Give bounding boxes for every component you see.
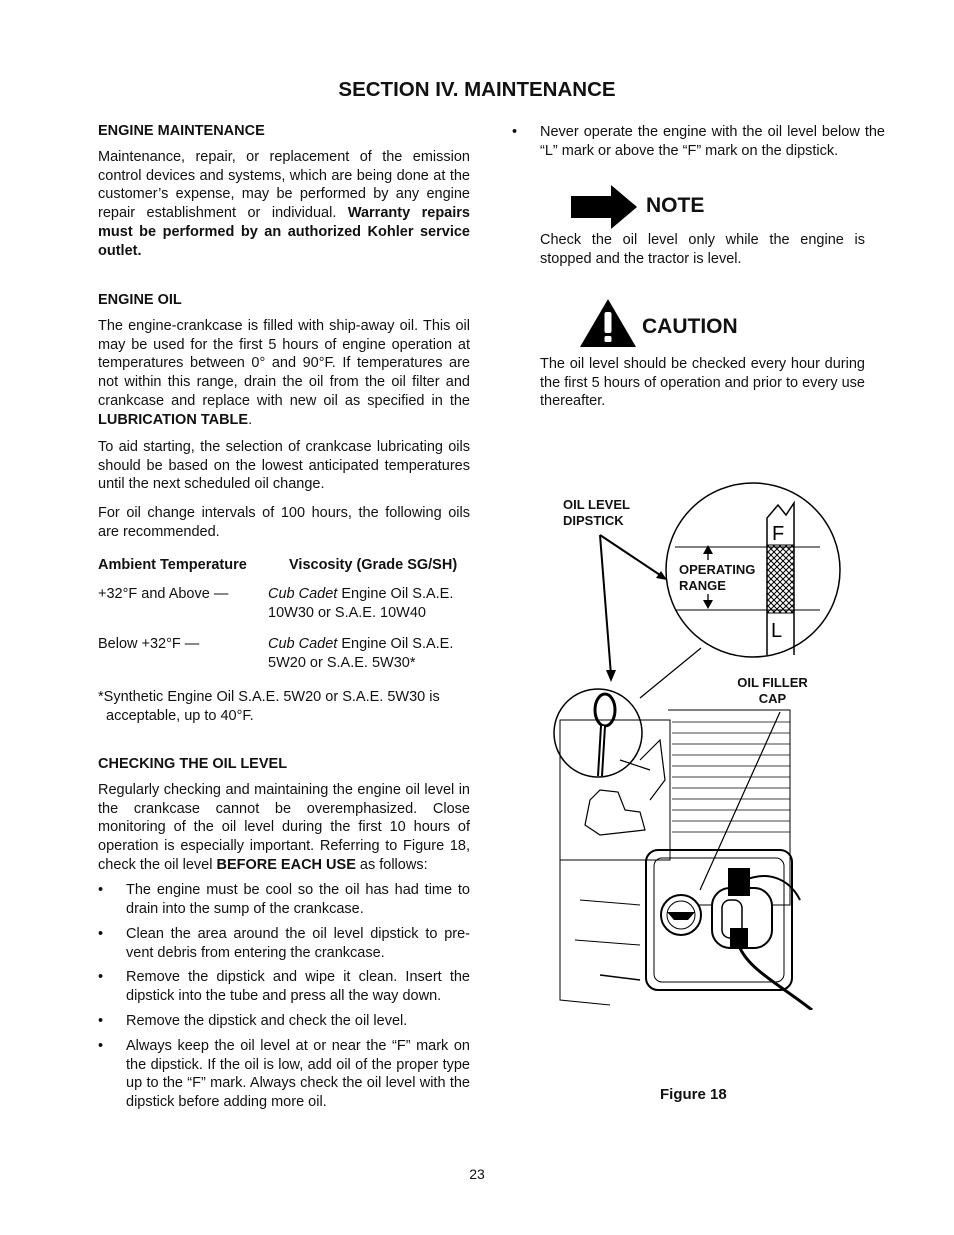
caution-text: The oil level should be checked every hour during the first 5 hours of operation and prior to every use thereafter. (540, 356, 865, 410)
list-item: • Never operate the engine with the oil level below the “L” mark or above the “F” mark on the dipstick. (512, 124, 885, 159)
page-title: SECTION IV. MAINTENANCE (338, 78, 616, 101)
note-label: NOTE (646, 194, 705, 217)
checking-oil-paragraph: Regularly checking and maintaining the engine oil level in the crankcase cannot be overemphasized. Close monitoring of the oil level during the first 10 hours of operation is especially important. Referring to Figure 18, check the oil level BEFORE EACH USE as follows: (98, 782, 470, 873)
synthetic-oil-footnote: *Synthetic Engine Oil S.A.E. 5W20 or S.A.E. 5W30 is acceptable, up to 40°F. (98, 689, 440, 724)
oil-table-header-temperature: Ambient Temperature (98, 557, 247, 573)
oil-table-header-viscosity: Viscosity (Grade SG/SH) (289, 557, 458, 573)
dipstick-mark-f: F (772, 523, 785, 545)
engine-oil-paragraph-1: The engine-crankcase is filled with ship-away oil. This oil may be used for the first 5 hours of engine operation at temperatures between 0° and 90°F. If temperatures are not within this range, drain the oil from the oil filter and crankcase and replace with new oil as specified in the LUBRICATION TABLE. (98, 318, 470, 428)
list-item: • The engine must be cool so the oil has had time to drain into the sump of the crankcase. (98, 882, 470, 917)
engine-oil-paragraph-3: For oil change intervals of 100 hours, the following oils are recommended. (98, 505, 470, 540)
list-item: • Always keep the oil level at or near the “F” mark on the dipstick. If the oil is low, add oil of the proper type up to the “F” mark. Always check the oil level with the dipstick before adding more oil. (98, 1038, 470, 1111)
engine-oil-heading: ENGINE OIL (98, 292, 182, 308)
list-item: • Remove the dipstick and check the oil level. (98, 1013, 408, 1029)
engine-maintenance-heading: ENGINE MAINTENANCE (98, 123, 265, 139)
list-item: • Clean the area around the oil level dipstick to pre-vent debris from entering the crankcase. (98, 926, 470, 961)
oil-table-temp-2: Below +32°F — (98, 636, 200, 652)
caution-label: CAUTION (642, 315, 738, 338)
dipstick-figure-illustration (550, 480, 850, 1010)
note-arrow-icon (571, 185, 637, 229)
dipstick-mark-l: L (771, 620, 783, 642)
page-number: 23 (469, 1166, 485, 1182)
engine-oil-paragraph-2: To aid starting, the selection of crankcase lubricating oils should be based on the lowest anticipated temperatures until the next scheduled oil change. (98, 439, 470, 493)
label-oil-level-dipstick: OIL LEVEL DIPSTICK (563, 497, 630, 528)
figure-caption: Figure 18 (660, 1086, 727, 1103)
oil-table-temp-1: +32°F and Above — (98, 586, 229, 602)
engine-maintenance-paragraph: Maintenance, repair, or replacement of the emission control devices and systems, which are being done at the customer’s expense, may be performed by any engine repair establishment or individual. Warranty repairs must be performed by an authorized Kohler service outlet. (98, 149, 470, 259)
list-item: • Remove the dipstick and wipe it clean. Insert the dipstick into the tube and press all the way down. (98, 969, 470, 1004)
label-oil-filler-cap: OIL FILLER CAP (737, 675, 808, 706)
note-text: Check the oil level only while the engine is stopped and the tractor is level. (540, 232, 865, 267)
oil-table-spec-2: Cub Cadet Engine Oil S.A.E. 5W20 or S.A.E. 5W30* (268, 636, 454, 671)
oil-table-spec-1: Cub Cadet Engine Oil S.A.E. 10W30 or S.A.E. 10W40 (268, 586, 454, 621)
label-operating-range: OPERATING RANGE (679, 562, 756, 593)
caution-warning-icon (580, 299, 636, 347)
checking-oil-heading: CHECKING THE OIL LEVEL (98, 756, 288, 772)
